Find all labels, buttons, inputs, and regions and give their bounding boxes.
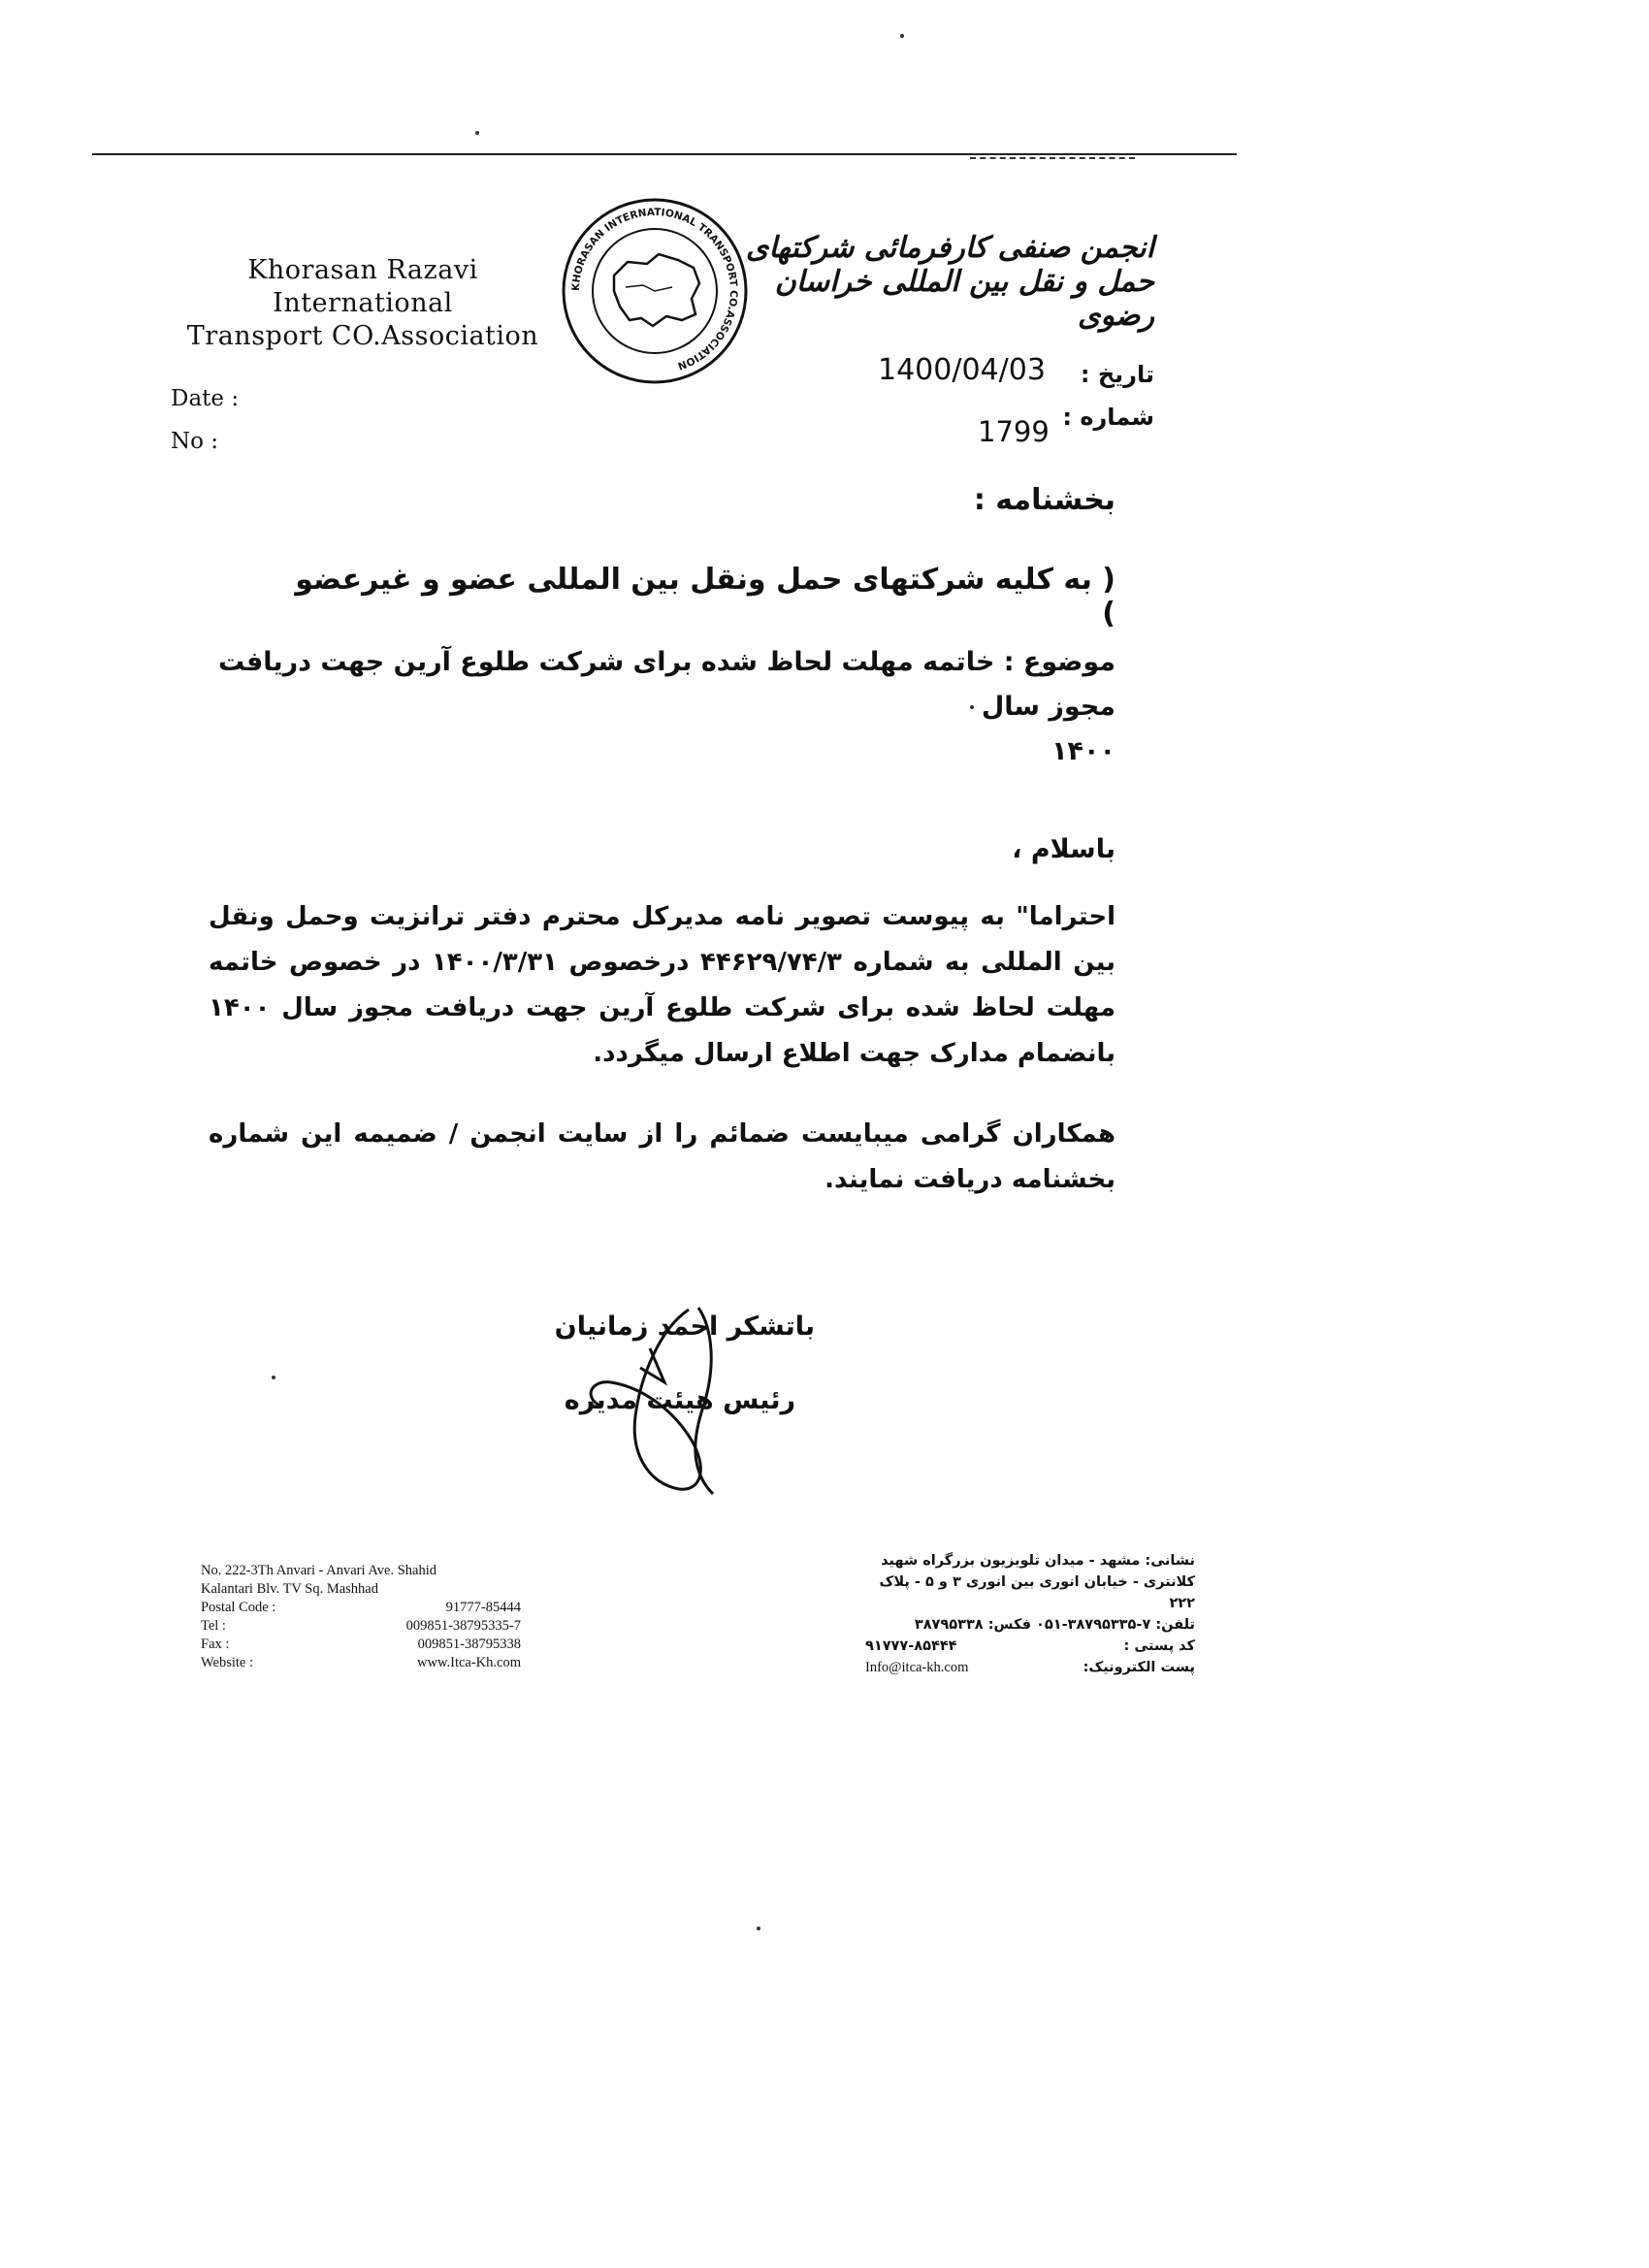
scan-speck — [757, 1927, 760, 1930]
logo-ring-text: KHORASAN INTERNATIONAL TRANSPORT CO.ASSOCIATION — [569, 206, 740, 373]
recipients-line: ( به کلیه شرکتهای حمل ونقل بین المللی عضو و غیرعضو ) — [295, 563, 1116, 631]
footer-address-fa-1: نشانی: مشهد - میدان تلویزیون بزرگراه شهید — [881, 1553, 1195, 1569]
subject — [194, 640, 1116, 774]
body-paragraph-1: احتراما" به پیوست تصویر نامه مدیرکل محترم دفتر ترانزیت وحمل ونقل بین المللی به شماره ۴۴۶۲۹/۷۴/۳ درخصوص ۱۴۰۰/۳/۳۱ در خصوص خاتمه مهلت لحاظ شده برای شرکت طلوع آرین جهت دریافت مجوز سال ۱۴۰۰ بانضمام مدارک جهت اطلاع ارسال میگردد. — [209, 902, 1116, 1068]
number-label-en: No : — [171, 429, 219, 454]
tel-value-en: 009851-38795335-7 — [405, 1618, 521, 1634]
signer-name: باتشکر احمد زمانیان — [554, 1312, 815, 1342]
fax-label-en: Fax : — [201, 1636, 230, 1652]
org-name-en-line2: Transport CO.Association — [186, 321, 539, 351]
postal-label-en: Postal Code : — [201, 1600, 276, 1615]
fax-value-en: 009851-38795338 — [417, 1636, 521, 1652]
footer-contact-fa — [865, 1550, 1195, 1678]
org-name-en-line1: Khorasan Razavi International — [247, 255, 478, 318]
org-name-fa: انجمن صنفی کارفرمائی شرکتهای حمل و نقل بین المللی خراسان رضوی — [745, 231, 1154, 333]
date-value: 1400/04/03 — [878, 353, 1046, 387]
footer-contact-en — [201, 1562, 521, 1672]
number-label-fa: شماره : — [1062, 404, 1154, 431]
greeting: باسلام ، — [1012, 834, 1116, 864]
subject-line2: ۱۴۰۰ — [1051, 736, 1116, 766]
postal-label-fa: کد پستی : — [1123, 1638, 1195, 1654]
scan-speck — [900, 34, 904, 38]
header-rule — [92, 153, 1237, 155]
postal-value-fa: ۹۱۷۷۷-۸۵۴۴۴ — [865, 1638, 957, 1654]
scan-speck — [475, 131, 479, 135]
website-value-en: www.Itca-Kh.com — [417, 1655, 521, 1670]
scan-speck — [272, 1376, 275, 1379]
signer-title: رئیس هیئت مدیره — [564, 1385, 795, 1415]
footer-address-fa-2: کلانتری - خیابان انوری بین انوری ۳ و ۵ - پلاک ۲۲۲ — [879, 1574, 1195, 1611]
tel-label-en: Tel : — [201, 1618, 226, 1634]
email-label-fa: پست الکترونیک: — [1083, 1660, 1195, 1675]
association-logo — [558, 194, 752, 388]
footer-phone-fa: تلفن: ۷-۳۸۷۹۵۳۳۵-۰۵۱ فکس: ۳۸۷۹۵۳۳۸ — [914, 1617, 1195, 1633]
org-name-en — [169, 254, 557, 353]
circular-heading: بخشنامه : — [973, 483, 1116, 517]
website-label-en: Website : — [201, 1655, 253, 1670]
body-paragraph-2: همکاران گرامی میبایست ضمائم را از سایت انجمن / ضمیمه این شماره بخشنامه دریافت نمایند. — [209, 1119, 1116, 1194]
postal-value-en: 91777-85444 — [445, 1600, 521, 1615]
header-rule-dashed — [970, 157, 1135, 159]
scan-speck — [970, 705, 974, 709]
svg-text:KHORASAN INTERNATIONAL TRANSPO — [570, 207, 739, 372]
number-value: 1799 — [978, 415, 1050, 448]
footer-address-en-1: No. 222-3Th Anvari - Anvari Ave. Shahid — [201, 1563, 436, 1578]
handwritten-signature — [543, 1290, 776, 1504]
date-label-fa: تاریخ : — [1080, 361, 1154, 388]
email-value-fa: Info@itca-kh.com — [865, 1660, 969, 1675]
date-label-en: Date : — [171, 386, 240, 411]
footer-address-en-2: Kalantari Blv. TV Sq. Mashhad — [201, 1581, 378, 1597]
subject-line1: موضوع : خاتمه مهلت لحاظ شده برای شرکت طلوع آرین جهت دریافت مجوز سال — [218, 647, 1116, 722]
